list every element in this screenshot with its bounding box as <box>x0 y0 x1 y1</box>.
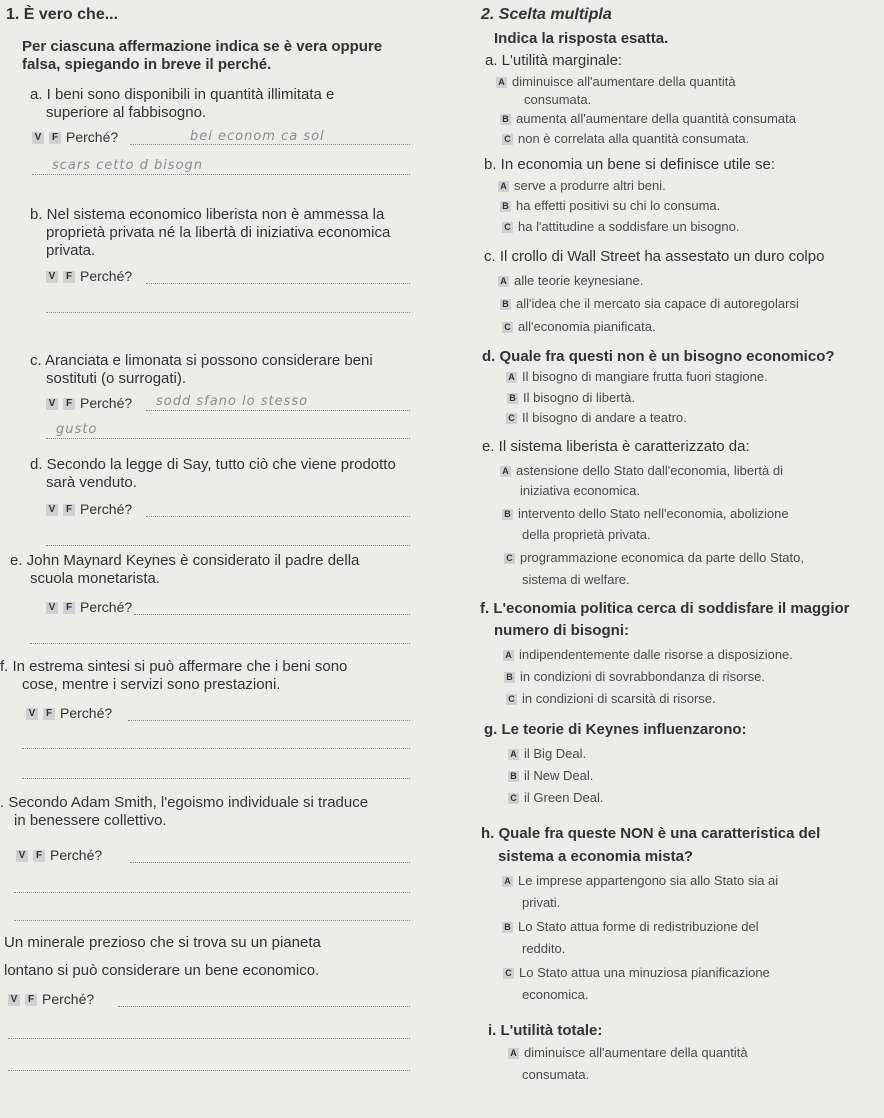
answer-line[interactable] <box>146 516 410 517</box>
option-f-A[interactable]: A indipendentemente dalle risorse a disposizione. <box>503 646 793 664</box>
section2-instruction: Indica la risposta esatta. <box>494 30 669 47</box>
section1-instruction-2: falsa, spiegando in breve il perché. <box>22 56 272 73</box>
answer-line[interactable] <box>32 174 410 175</box>
true-box[interactable]: V <box>46 504 58 516</box>
question-f: f. L'economia politica cerca di soddisfare il maggior <box>480 600 850 617</box>
section1-instruction: Per ciascuna affermazione indica se è vera oppure <box>22 38 383 55</box>
why-label: Perché? <box>80 395 133 411</box>
why-label: Perché? <box>50 847 103 863</box>
answer-line[interactable] <box>46 545 410 546</box>
option-b-C[interactable]: C ha l'attitudine a soddisfare un bisogno. <box>502 218 739 236</box>
option-h-C[interactable]: C Lo Stato attua una minuziosa pianificazione <box>503 964 770 982</box>
statement-d-2: sarà venduto. <box>46 474 137 491</box>
section1-title: 1. È vero che... <box>6 6 119 23</box>
true-false-f[interactable] <box>26 704 112 722</box>
answer-line[interactable] <box>130 144 410 145</box>
option-a-B[interactable]: B aumenta all'aumentare della quantità consumata <box>500 110 796 128</box>
option-a-A-2: consumata. <box>524 92 592 107</box>
statement-g: . Secondo Adam Smith, l'egoismo individuale si traduce <box>0 794 369 811</box>
question-h: h. Quale fra queste NON è una caratteristica del <box>481 825 821 842</box>
why-label: Perché? <box>42 991 95 1007</box>
true-false-c[interactable] <box>46 394 132 412</box>
option-b-A[interactable]: A serve a produrre altri beni. <box>498 177 666 195</box>
true-box[interactable]: V <box>32 132 44 144</box>
question-a: a. L'utilità marginale: <box>485 52 623 69</box>
option-h-C-2: economica. <box>522 987 589 1002</box>
why-label: Perché? <box>80 268 133 284</box>
statement-b-2: proprietà privata né la libertà di iniziativa economica <box>46 224 391 241</box>
option-e-A-2: iniziativa economica. <box>520 483 640 498</box>
answer-line[interactable] <box>118 1006 410 1007</box>
statement-a-2: superiore al fabbisogno. <box>46 104 207 121</box>
false-box[interactable]: F <box>43 708 55 720</box>
statement-f: f. In estrema sintesi si può affermare che i beni sono <box>0 658 348 675</box>
statement-h: Un minerale prezioso che si trova su un pianeta <box>4 934 321 951</box>
option-c-B[interactable]: B all'idea che il mercato sia capace di autoregolarsi <box>500 295 799 313</box>
why-label: Perché? <box>80 599 133 615</box>
statement-h-2: lontano si può considerare un bene economico. <box>4 962 320 979</box>
question-d: d. Quale fra questi non è un bisogno economico? <box>482 348 835 365</box>
option-e-B-2: della proprietà privata. <box>522 527 651 542</box>
statement-e-2: scuola monetarista. <box>30 570 161 587</box>
option-a-A[interactable]: A diminuisce all'aumentare della quantità <box>496 73 736 91</box>
false-box[interactable]: F <box>63 271 75 283</box>
true-box[interactable]: V <box>46 271 58 283</box>
question-h-2: sistema a economia mista? <box>498 848 694 865</box>
option-c-A[interactable]: A alle teorie keynesiane. <box>498 272 643 290</box>
option-d-C[interactable]: C Il bisogno di andare a teatro. <box>506 409 687 427</box>
false-box[interactable]: F <box>49 132 61 144</box>
option-h-A-2: privati. <box>522 895 561 910</box>
option-e-B[interactable]: B intervento dello Stato nell'economia, abolizione <box>502 505 789 523</box>
answer-line[interactable] <box>14 892 410 893</box>
true-box[interactable]: V <box>46 602 58 614</box>
answer-line[interactable] <box>14 920 410 921</box>
question-g: g. Le teorie di Keynes influenzarono: <box>484 721 747 738</box>
why-label: Perché? <box>66 129 119 145</box>
false-box[interactable]: F <box>33 850 45 862</box>
option-b-B[interactable]: B ha effetti positivi su chi lo consuma. <box>500 197 720 215</box>
answer-line[interactable] <box>22 748 410 749</box>
answer-line[interactable] <box>8 1038 410 1039</box>
answer-line[interactable] <box>128 720 410 721</box>
handwritten-answer: scars cetto d bisogn <box>52 158 204 173</box>
true-false-b[interactable] <box>46 267 132 285</box>
statement-b-3: privata. <box>46 242 96 259</box>
question-c: c. Il crollo di Wall Street ha assestato un duro colpo <box>484 248 825 265</box>
option-a-C[interactable]: C non è correlata alla quantità consumata. <box>502 130 749 148</box>
option-e-A[interactable]: A astensione dello Stato dall'economia, libertà di <box>500 462 783 480</box>
option-i-A-2: consumata. <box>522 1067 590 1082</box>
answer-line[interactable] <box>146 410 410 411</box>
handwritten-answer: sodd sfano lo stesso <box>156 394 309 409</box>
answer-line[interactable] <box>134 614 410 615</box>
statement-b: b. Nel sistema economico liberista non è ammessa la <box>30 206 385 223</box>
true-false-g[interactable] <box>16 846 102 864</box>
true-false-h[interactable] <box>8 990 94 1008</box>
section2-title: 2. Scelta multipla <box>481 6 612 23</box>
option-f-B[interactable]: B in condizioni di sovrabbondanza di risorse. <box>504 668 765 686</box>
answer-line[interactable] <box>46 438 410 439</box>
option-c-C[interactable]: C all'economia pianificata. <box>502 318 656 336</box>
option-h-B-2: reddito. <box>522 941 566 956</box>
option-g-A[interactable]: A il Big Deal. <box>508 745 586 763</box>
true-false-e[interactable] <box>46 598 132 616</box>
why-label: Perché? <box>80 501 133 517</box>
statement-d: d. Secondo la legge di Say, tutto ciò che viene prodotto <box>30 456 396 473</box>
answer-line[interactable] <box>30 643 410 644</box>
option-i-A[interactable]: A diminuisce all'aumentare della quantità <box>508 1044 748 1062</box>
question-e: e. Il sistema liberista è caratterizzato da: <box>482 438 750 455</box>
option-f-C[interactable]: C in condizioni di scarsità di risorse. <box>506 690 716 708</box>
option-d-A[interactable]: A Il bisogno di mangiare frutta fuori stagione. <box>506 368 768 386</box>
question-i: i. L'utilità totale: <box>488 1022 603 1039</box>
question-b: b. In economia un bene si definisce utile se: <box>484 156 776 173</box>
answer-line[interactable] <box>146 283 410 284</box>
false-box[interactable]: F <box>63 504 75 516</box>
answer-line[interactable] <box>8 1070 410 1071</box>
option-h-B[interactable]: B Lo Stato attua forme di redistribuzione del <box>502 918 759 936</box>
why-label: Perché? <box>60 705 113 721</box>
answer-line[interactable] <box>46 312 410 313</box>
option-e-C-2: sistema di welfare. <box>522 572 630 587</box>
answer-line[interactable] <box>130 862 410 863</box>
true-false-d[interactable] <box>46 500 132 518</box>
statement-a: a. I beni sono disponibili in quantità illimitata e <box>30 86 335 103</box>
false-box[interactable]: F <box>63 602 75 614</box>
false-box[interactable]: F <box>63 398 75 410</box>
option-d-B[interactable]: B Il bisogno di libertà. <box>507 389 635 407</box>
statement-e: e. John Maynard Keynes è considerato il padre della <box>10 552 360 569</box>
question-f-2: numero di bisogni: <box>494 622 629 639</box>
option-h-A[interactable]: A Le imprese appartengono sia allo Stato sia ai <box>502 872 778 890</box>
option-g-B[interactable]: B il New Deal. <box>508 767 593 785</box>
option-e-C[interactable]: C programmazione economica da parte dello Stato, <box>504 549 804 567</box>
false-box[interactable]: F <box>25 994 37 1006</box>
statement-f-2: cose, mentre i servizi sono prestazioni. <box>22 676 281 693</box>
true-box[interactable]: V <box>8 994 20 1006</box>
handwritten-answer: bei econom ca sol <box>190 129 325 144</box>
true-box[interactable]: V <box>16 850 28 862</box>
answer-line[interactable] <box>22 778 410 779</box>
statement-c: c. Aranciata e limonata si possono considerare beni <box>30 352 373 369</box>
statement-g-2: in benessere collettivo. <box>14 812 167 829</box>
true-box[interactable]: V <box>26 708 38 720</box>
option-g-C[interactable]: C il Green Deal. <box>508 789 603 807</box>
true-box[interactable]: V <box>46 398 58 410</box>
handwritten-answer: gusto <box>56 422 98 437</box>
statement-c-2: sostituti (o surrogati). <box>46 370 187 387</box>
true-false-a[interactable] <box>32 128 118 146</box>
